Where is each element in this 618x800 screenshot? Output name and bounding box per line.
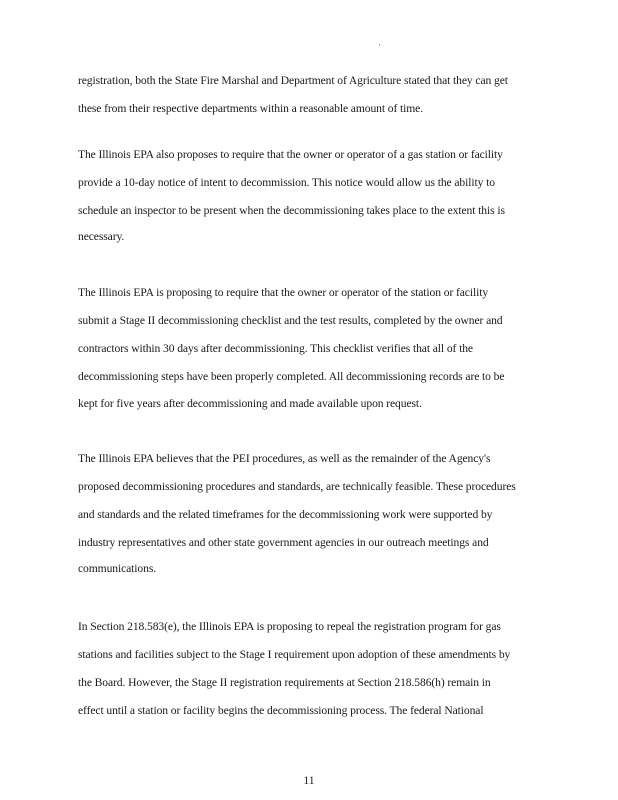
- paragraph-line: The Illinois EPA is proposing to require that the owner or operator of the station or facility: [78, 286, 489, 299]
- paragraph-line: and standards and the related timeframes for the decommissioning work were supported by: [78, 508, 493, 521]
- paragraph-line: decommissioning steps have been properly completed. All decommissioning records are to be: [78, 370, 505, 383]
- paragraph-line: The Illinois EPA believes that the PEI procedures, as well as the remainder of the Agency's: [78, 452, 491, 465]
- paragraph-line: necessary.: [78, 230, 125, 243]
- paragraph-line: these from their respective departments within a reasonable amount of time.: [78, 102, 424, 115]
- paragraph-line: effect until a station or facility begins the decommissioning process. The federal National: [78, 704, 484, 717]
- stray-mark: ·: [378, 40, 381, 50]
- page-number: 11: [303, 774, 315, 787]
- paragraph-line: industry representatives and other state government agencies in our outreach meetings and: [78, 536, 489, 549]
- paragraph-line: stations and facilities subject to the Stage I requirement upon adoption of these amendments by: [78, 648, 511, 661]
- paragraph-line: The Illinois EPA also proposes to require that the owner or operator of a gas station or facility: [78, 148, 503, 161]
- paragraph-line: provide a 10-day notice of intent to decommission. This notice would allow us the ability to: [78, 176, 495, 189]
- paragraph-line: In Section 218.583(e), the Illinois EPA is proposing to repeal the registration program for gas: [78, 620, 501, 633]
- paragraph-line: submit a Stage II decommissioning checklist and the test results, completed by the owner and: [78, 314, 503, 327]
- paragraph-line: the Board. However, the Stage II registration requirements at Section 218.586(h) remain in: [78, 676, 491, 689]
- paragraph-line: proposed decommissioning procedures and standards, are technically feasible. These procedures: [78, 480, 516, 493]
- paragraph-line: schedule an inspector to be present when the decommissioning takes place to the extent this is: [78, 204, 505, 217]
- paragraph-line: contractors within 30 days after decommissioning. This checklist verifies that all of the: [78, 342, 473, 355]
- paragraph-line: registration, both the State Fire Marshal and Department of Agriculture stated that they can get: [78, 74, 508, 87]
- paragraph-line: kept for five years after decommissioning and made available upon request.: [78, 397, 422, 410]
- paragraph-line: communications.: [78, 562, 157, 575]
